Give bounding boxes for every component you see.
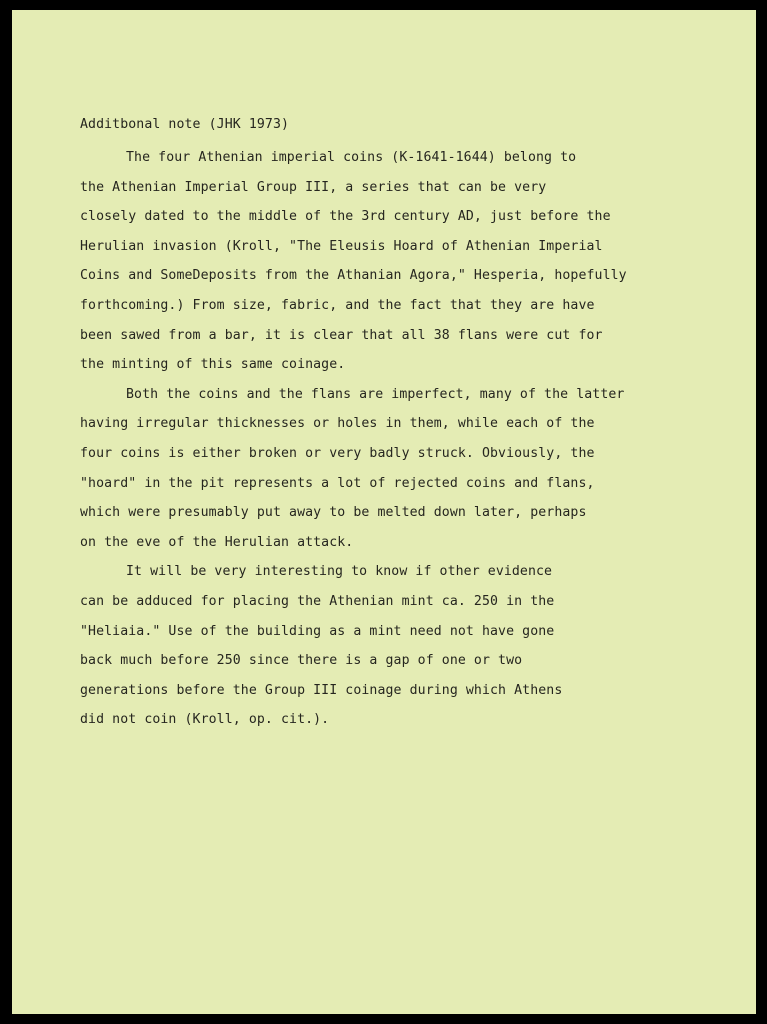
paragraph-1 — [80, 143, 720, 380]
text-line: Coins and SomeDeposits from the Athanian Agora," Hesperia, hopefully — [80, 268, 627, 284]
text-line: It will be very interesting to know if other evidence — [126, 564, 553, 580]
text-line: The four Athenian imperial coins (K-1641-1644) belong to — [126, 150, 577, 165]
typed-text-block — [80, 114, 720, 735]
paragraph-2 — [80, 380, 720, 558]
text-line: having irregular thicknesses or holes in them, while each of the — [80, 416, 595, 432]
text-line: forthcoming.) From size, fabric, and the fact that they are have — [80, 297, 595, 313]
text-line: closely dated to the middle of the 3rd century AD, just before the — [80, 209, 611, 225]
text-line: Herulian invasion (Kroll, "The Eleusis Hoard of Athenian Imperial — [80, 238, 603, 254]
text-line: which were presumably put away to be melted down later, perhaps — [80, 505, 587, 521]
text-line: been sawed from a bar, it is clear that all 38 flans were cut for — [80, 327, 603, 343]
paragraph-3 — [80, 557, 720, 735]
text-line: on the eve of the Herulian attack. — [80, 534, 354, 550]
text-line: the minting of this same coinage. — [80, 357, 346, 373]
text-line: generations before the Group III coinage during which Athens — [80, 682, 563, 698]
text-line: "Heliaia." Use of the building as a mint need not have gone — [80, 623, 555, 639]
text-line: the Athenian Imperial Group III, a series that can be very — [80, 179, 547, 195]
text-line: "hoard" in the pit represents a lot of rejected coins and flans, — [80, 475, 595, 491]
text-line: back much before 250 since there is a gap of one or two — [80, 653, 523, 669]
text-line: did not coin (Kroll, op. cit.). — [80, 712, 330, 728]
text-line: Both the coins and the flans are imperfect, many of the latter — [126, 386, 625, 402]
text-line: four coins is either broken or very badly struck. Obviously, the — [80, 445, 595, 461]
text-line: can be adduced for placing the Athenian mint ca. 250 in the — [80, 593, 555, 609]
note-heading: Additbonal note (JHK 1973) — [80, 117, 290, 132]
typewritten-page — [12, 10, 756, 1014]
